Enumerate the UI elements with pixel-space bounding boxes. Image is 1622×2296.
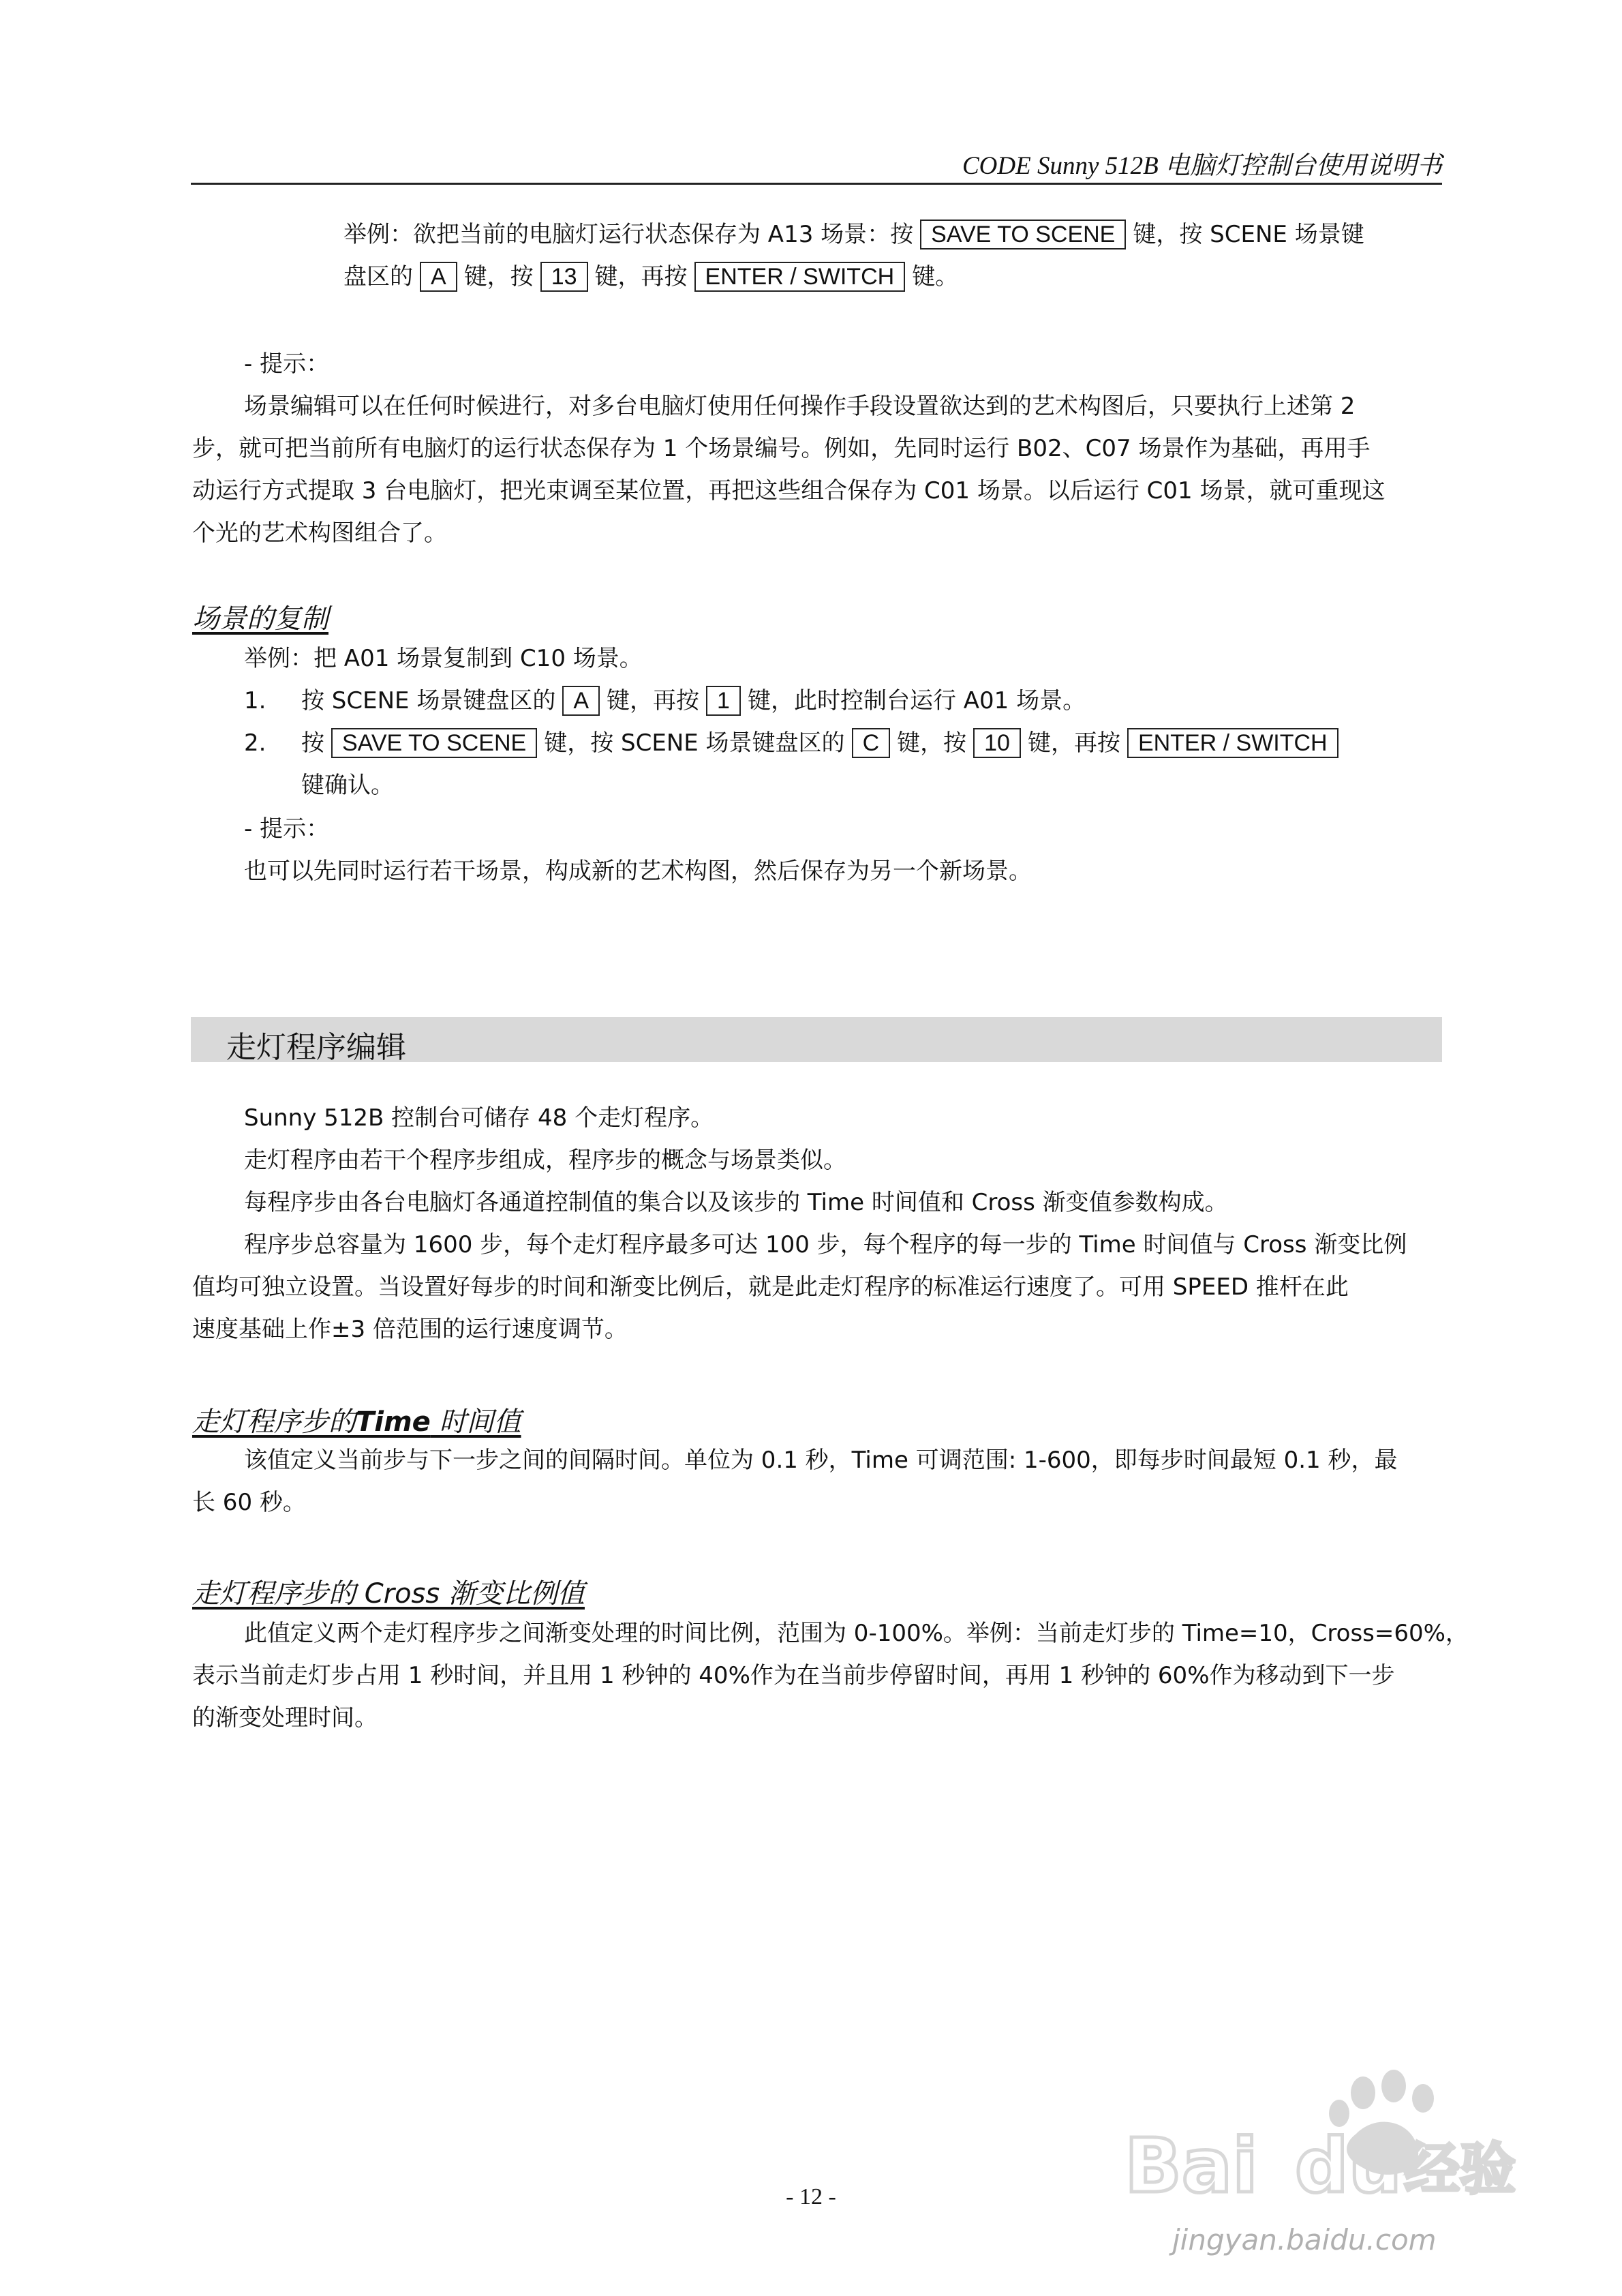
cross-paragraph-line: 此值定义两个走灯程序步之间渐变处理的时间比例，范围为 0-100%。举例：当前走灯步的 Time=10，Cross=60%，	[244, 1620, 1469, 1647]
key-13: 13	[540, 262, 588, 292]
tip-label: - 提示：	[244, 815, 330, 843]
section-title: 走灯程序编辑	[226, 1030, 406, 1065]
example1-text: 键，按	[463, 263, 534, 290]
heading-text: 走灯程序步的	[192, 1406, 356, 1438]
copy-step-1	[301, 684, 1086, 717]
subheading-scene-copy: 场景的复制	[192, 603, 328, 635]
page-number: - 12 -	[786, 2184, 836, 2209]
copy-example: 举例：把 A01 场景复制到 C10 场景。	[244, 645, 643, 672]
chase-paragraph-line: 值均可独立设置。当设置好每步的时间和渐变比例后，就是此走灯程序的标准运行速度了。可用 SPEED 推杆在此	[192, 1273, 1349, 1301]
tip-paragraph-line: 步，就可把当前所有电脑灯的运行状态保存为 1 个场景编号。例如，先同时运行 B02、C07 场景作为基础，再用手	[192, 435, 1371, 462]
tip-paragraph-line: 场景编辑可以在任何时候进行，对多台电脑灯使用任何操作手段设置欲达到的艺术构图后，只要执行上述第 2	[244, 393, 1356, 420]
time-paragraph-line: 长 60 秒。	[192, 1489, 306, 1516]
tip-paragraph-line: 动运行方式提取 3 台电脑灯，把光束调至某位置，再把这些组合保存为 C01 场景。以后运行 C01 场景，就可重现这	[192, 477, 1386, 504]
key-a: A	[420, 262, 457, 292]
subheading-step-cross: 走灯程序步的 Cross 渐变比例值	[192, 1578, 585, 1610]
cross-paragraph-line: 的渐变处理时间。	[192, 1704, 378, 1732]
example1-line1	[343, 218, 1364, 251]
step-text: 键，再按	[607, 687, 700, 714]
example1-text: 键，按 SCENE 场景键	[1133, 221, 1364, 248]
step-text: 键，按	[897, 729, 967, 757]
time-paragraph-line: 该值定义当前步与下一步之间的间隔时间。单位为 0.1 秒，Time 可调范围: 1-600，即每步时间最短 0.1 秒，最	[244, 1447, 1398, 1474]
svg-text:经验: 经验	[1404, 2137, 1516, 2202]
key-a: A	[562, 686, 600, 716]
chase-paragraph-line: 程序步总容量为 1600 步，每个走灯程序最多可达 100 步，每个程序的每一步的 Time 时间值与 Cross 渐变比例	[244, 1231, 1407, 1258]
key-c: C	[852, 728, 891, 758]
document-header: CODE Sunny 512B 电脑灯控制台使用说明书	[962, 152, 1442, 180]
example1-text: 举例：欲把当前的电脑灯运行状态保存为 A13 场景：按	[343, 221, 914, 248]
step-text: 键，按 SCENE 场景键盘区的	[544, 729, 845, 757]
example1-text: 键，再按	[594, 263, 688, 290]
copy-step-number: 2.	[244, 729, 266, 757]
key-enter-switch: ENTER / SWITCH	[694, 262, 906, 292]
step-text: 按	[301, 729, 324, 757]
example1-line2	[343, 260, 958, 293]
chase-paragraph: 走灯程序由若干个程序步组成，程序步的概念与场景类似。	[244, 1147, 846, 1174]
chase-paragraph-line: 速度基础上作±3 倍范围的运行速度调节。	[192, 1316, 628, 1343]
step-text: 按 SCENE 场景键盘区的	[301, 687, 556, 714]
heading-text: 时间值	[430, 1406, 521, 1438]
copy-step-number: 1.	[244, 687, 266, 714]
header-rule	[191, 183, 1442, 185]
tip-paragraph-line: 个光的艺术构图组合了。	[192, 519, 447, 547]
example1-text: 盘区的	[343, 263, 413, 290]
svg-text:du: du	[1295, 2122, 1403, 2209]
key-10: 10	[973, 728, 1021, 758]
key-enter-switch: ENTER / SWITCH	[1127, 728, 1338, 758]
copy-step-2-continued: 键确认。	[301, 772, 394, 799]
cross-paragraph-line: 表示当前走灯步占用 1 秒时间，并且用 1 秒钟的 40%作为在当前步停留时间，再用 1 秒钟的 60%作为移动到下一步	[192, 1662, 1395, 1689]
key-save-to-scene: SAVE TO SCENE	[331, 728, 537, 758]
step-text: 键，此时控制台运行 A01 场景。	[747, 687, 1086, 714]
step-text: 键，再按	[1027, 729, 1120, 757]
copy-step-2	[301, 727, 1345, 759]
tip-label: - 提示：	[244, 350, 330, 378]
chase-paragraph: Sunny 512B 控制台可储存 48 个走灯程序。	[244, 1104, 714, 1132]
key-save-to-scene: SAVE TO SCENE	[920, 220, 1126, 250]
key-1: 1	[706, 686, 741, 716]
subheading-step-time	[192, 1400, 521, 1439]
chase-paragraph: 每程序步由各台电脑灯各通道控制值的集合以及该步的 Time 时间值和 Cross 渐变值参数构成。	[244, 1189, 1228, 1216]
tip-text: 也可以先同时运行若干场景，构成新的艺术构图，然后保存为另一个新场景。	[244, 858, 1032, 885]
heading-text-bold: Time	[356, 1406, 431, 1438]
example1-text: 键。	[912, 263, 959, 290]
svg-text:Bai: Bai	[1124, 2122, 1258, 2209]
watermark-url: jingyan.baidu.com	[1172, 2223, 1437, 2256]
